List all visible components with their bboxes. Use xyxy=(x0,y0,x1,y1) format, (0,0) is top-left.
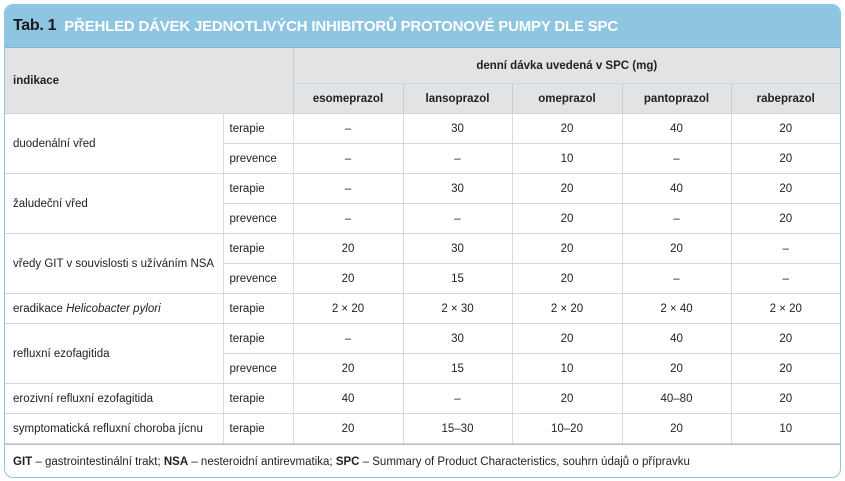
therapy-type-cell: prevence xyxy=(223,144,293,174)
therapy-type-cell: terapie xyxy=(223,114,293,144)
indication-prefix: eradikace xyxy=(13,302,67,315)
table-title: PŘEHLED DÁVEK JEDNOTLIVÝCH INHIBITORŮ PROTONOVÉ PUMPY DLE SPC xyxy=(64,17,618,35)
dose-cell: 20 xyxy=(512,234,622,264)
dose-cell: 40 xyxy=(293,384,403,414)
dose-cell: 20 xyxy=(731,354,840,384)
dose-cell: 20 xyxy=(512,174,622,204)
dose-cell: 20 xyxy=(293,234,403,264)
dose-cell: 20 xyxy=(512,324,622,354)
dose-cell: 15 xyxy=(403,354,512,384)
indication-cell xyxy=(5,294,223,324)
dose-cell: 40 xyxy=(622,174,731,204)
table-row xyxy=(5,384,840,414)
dose-cell: 30 xyxy=(403,114,512,144)
dose-cell: 2 × 20 xyxy=(512,294,622,324)
indication-cell: erozivní refluxní ezofagitida xyxy=(5,384,223,414)
dose-cell: 20 xyxy=(622,234,731,264)
indication-cell: refluxní ezofagitida xyxy=(5,324,223,384)
dose-cell: 40 xyxy=(622,324,731,354)
table-row xyxy=(5,114,840,144)
header-indikace: indikace xyxy=(5,48,293,114)
table-frame xyxy=(4,4,841,478)
dose-cell: – xyxy=(622,144,731,174)
table-body xyxy=(5,114,840,444)
dose-cell: 20 xyxy=(622,354,731,384)
therapy-type-cell: prevence xyxy=(223,354,293,384)
indication-cell: žaludeční vřed xyxy=(5,174,223,234)
dose-cell: 10–20 xyxy=(512,414,622,444)
table-row xyxy=(5,414,840,444)
therapy-type-cell: prevence xyxy=(223,264,293,294)
dose-cell: – xyxy=(293,204,403,234)
table-number: Tab. 1 xyxy=(13,17,57,34)
dose-cell: – xyxy=(622,264,731,294)
therapy-type-cell: terapie xyxy=(223,294,293,324)
footnote-text: – gastrointestinální trakt; xyxy=(32,455,164,468)
footnote-text: – nesteroidní antirevmatika; xyxy=(188,455,336,468)
dose-cell: – xyxy=(731,234,840,264)
table-row xyxy=(5,234,840,264)
dose-cell: – xyxy=(293,324,403,354)
indication-cell: duodenální vřed xyxy=(5,114,223,174)
header-drug: rabeprazol xyxy=(731,84,840,114)
dose-cell: 20 xyxy=(293,414,403,444)
dose-cell: 20 xyxy=(512,264,622,294)
table-row xyxy=(5,174,840,204)
dose-cell: 20 xyxy=(512,114,622,144)
therapy-type-cell: terapie xyxy=(223,174,293,204)
dose-cell: 20 xyxy=(731,204,840,234)
footnote-abbr: SPC xyxy=(335,455,360,468)
therapy-type-cell: terapie xyxy=(223,324,293,354)
dose-cell: 20 xyxy=(731,384,840,414)
dose-cell: 10 xyxy=(731,414,840,444)
dose-cell: 20 xyxy=(622,414,731,444)
dose-cell: 20 xyxy=(512,204,622,234)
dose-cell: 30 xyxy=(403,174,512,204)
footnote-text: – Summary of Product Characteristics, souhrn údajů o přípravku xyxy=(359,455,690,468)
dose-cell: 40–80 xyxy=(622,384,731,414)
dose-cell: – xyxy=(403,384,512,414)
dose-cell: 15 xyxy=(403,264,512,294)
dose-table xyxy=(5,48,840,444)
dose-cell: 20 xyxy=(293,354,403,384)
indication-organism: Helicobacter pylori xyxy=(66,302,161,315)
dose-cell: 10 xyxy=(512,144,622,174)
header-drug: omeprazol xyxy=(512,84,622,114)
dose-cell: 20 xyxy=(731,144,840,174)
dose-cell: 20 xyxy=(731,174,840,204)
header-drug: lansoprazol xyxy=(403,84,512,114)
footnote xyxy=(5,444,840,478)
dose-cell: 40 xyxy=(622,114,731,144)
dose-cell: 20 xyxy=(731,324,840,354)
therapy-type-cell: terapie xyxy=(223,384,293,414)
dose-cell: 30 xyxy=(403,324,512,354)
dose-cell: 2 × 30 xyxy=(403,294,512,324)
dose-cell: 20 xyxy=(293,264,403,294)
dose-cell: – xyxy=(403,144,512,174)
dose-cell: 2 × 40 xyxy=(622,294,731,324)
indication-cell: symptomatická refluxní choroba jícnu xyxy=(5,414,223,444)
dose-cell: 20 xyxy=(512,384,622,414)
table-title-bar xyxy=(5,5,840,48)
dose-cell: – xyxy=(731,264,840,294)
therapy-type-cell: prevence xyxy=(223,204,293,234)
table-row xyxy=(5,324,840,354)
therapy-type-cell: terapie xyxy=(223,414,293,444)
dose-cell: 30 xyxy=(403,234,512,264)
footnote-abbr: GIT xyxy=(13,455,33,468)
therapy-type-cell: terapie xyxy=(223,234,293,264)
indication-cell: vředy GIT v souvislosti s užíváním NSA xyxy=(5,234,223,294)
footnote-abbr: NSA xyxy=(163,455,189,468)
dose-cell: 10 xyxy=(512,354,622,384)
header-dose-group: denní dávka uvedená v SPC (mg) xyxy=(293,48,840,84)
dose-cell: – xyxy=(293,144,403,174)
table-row xyxy=(5,294,840,324)
dose-cell: 2 × 20 xyxy=(293,294,403,324)
dose-cell: 15–30 xyxy=(403,414,512,444)
dose-cell: 20 xyxy=(731,114,840,144)
dose-cell: – xyxy=(403,204,512,234)
dose-cell: 2 × 20 xyxy=(731,294,840,324)
header-drug: pantoprazol xyxy=(622,84,731,114)
dose-cell: – xyxy=(293,174,403,204)
dose-cell: – xyxy=(622,204,731,234)
dose-cell: – xyxy=(293,114,403,144)
header-drug: esomeprazol xyxy=(293,84,403,114)
